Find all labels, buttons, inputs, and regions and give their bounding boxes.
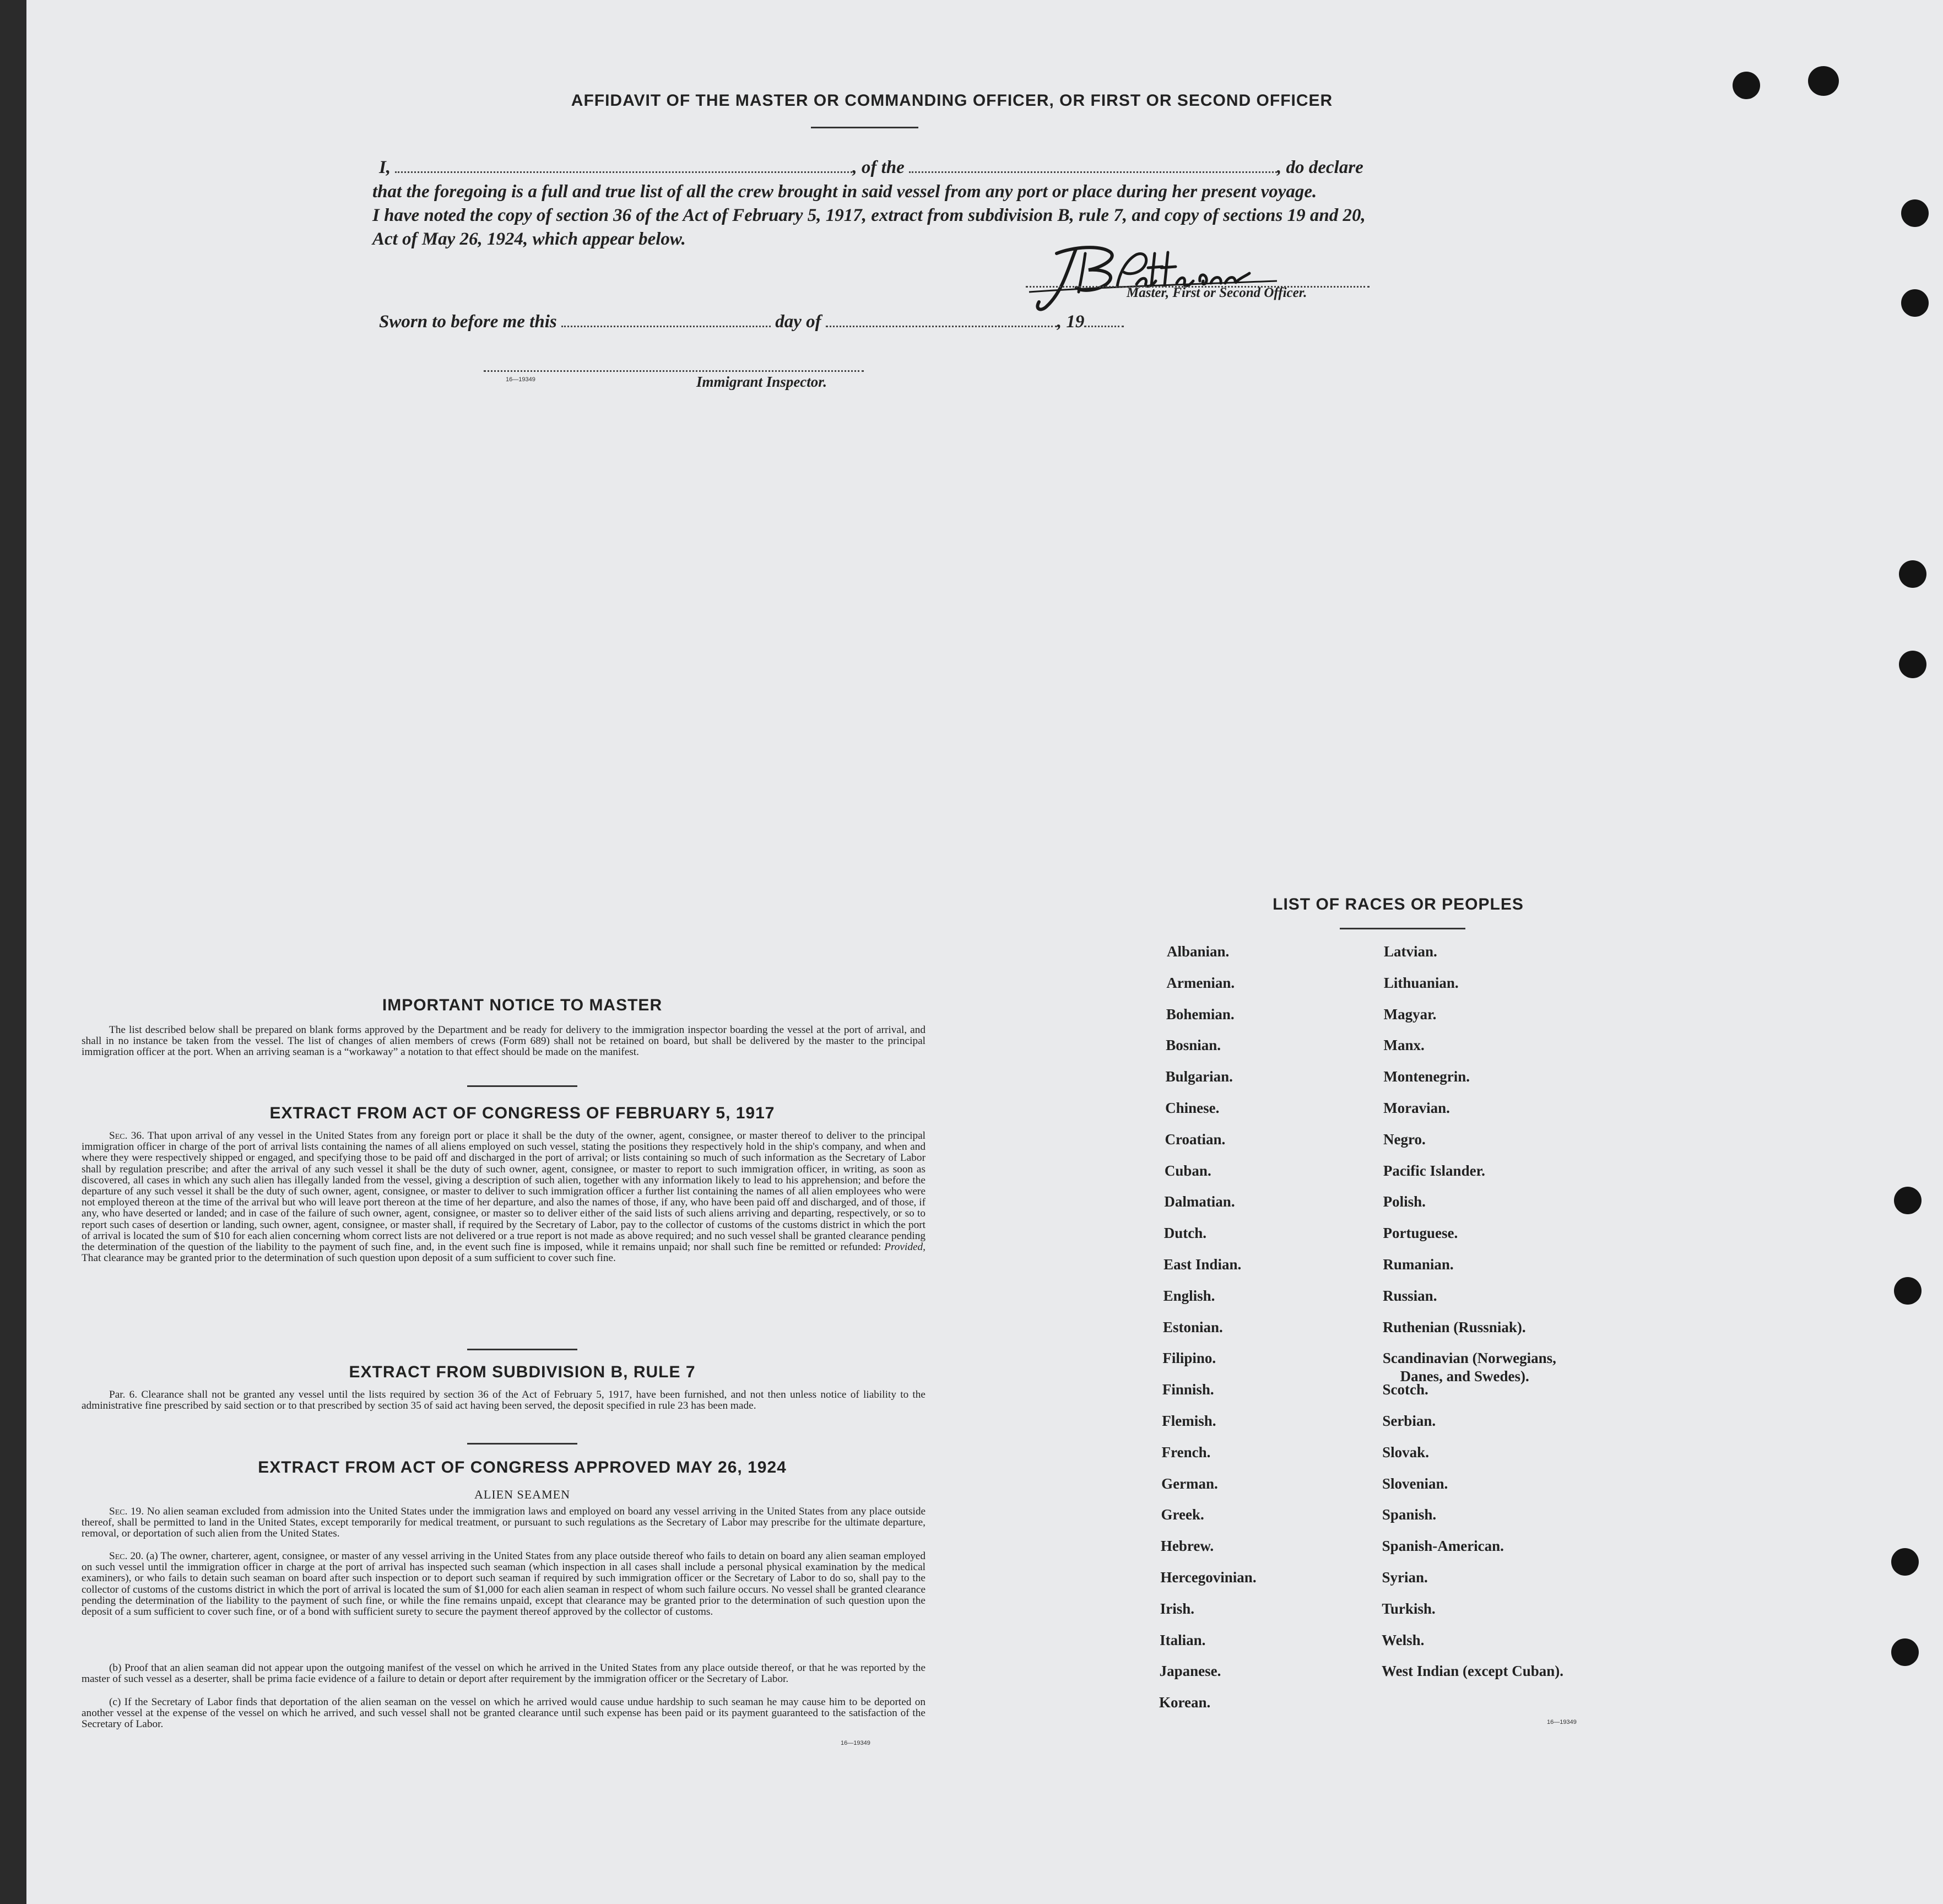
sec-20c-text: (c) If the Secretary of Labor finds that deportation of the alien seaman on the vessel on which he arrived would cause undue hardship to such seaman he may cause him to be deported on another vessel at the expense of the vessel on which he arrived, and such vessel shall not be granted clearance until such expense has been paid or its payment guaranteed to the satisfaction of the Secretary of Labor.	[82, 1696, 926, 1730]
race-item: Polish.	[1383, 1193, 1426, 1210]
race-item: Korean.	[1159, 1694, 1211, 1711]
punch-hole	[1891, 1548, 1919, 1576]
race-item: Italian.	[1160, 1631, 1206, 1648]
master-signature	[1024, 237, 1282, 320]
rule-7-text: Par. 6. Clearance shall not be granted any vessel until the lists required by section 36 of the Act of February 5, 1917, have been furnished, and not then unless notice of liability to the administrative fine prescribed by said section or to that prescribed by section 35 of said act having been served, the deposit specified in rule 23 has been made.	[82, 1389, 926, 1412]
races-title: LIST OF RACES OR PEOPLES	[1273, 895, 1524, 913]
race-item: Turkish.	[1382, 1600, 1436, 1617]
race-item: Hebrew.	[1160, 1538, 1214, 1555]
race-item: Slovak.	[1382, 1443, 1429, 1461]
divider	[467, 1085, 577, 1087]
race-item: Armenian.	[1166, 974, 1235, 991]
race-item: Latvian.	[1384, 943, 1437, 960]
race-item: Croatian.	[1165, 1130, 1226, 1148]
notice-title: IMPORTANT NOTICE TO MASTER	[382, 996, 663, 1014]
race-item: East Indian.	[1163, 1256, 1242, 1273]
sec-20a-text	[82, 1551, 926, 1618]
inspector-caption: Immigrant Inspector.	[696, 374, 827, 390]
divider	[467, 1349, 577, 1350]
race-item: Filipino.	[1162, 1350, 1216, 1367]
vessel-blank	[909, 160, 1277, 173]
race-item: Magyar.	[1383, 1005, 1437, 1023]
proviso-body: That clearance may be granted prior to the determination of such question upon deposit of a sum sufficient to cover such fine.	[82, 1252, 616, 1264]
race-item: Syrian.	[1382, 1569, 1428, 1586]
proviso-label: Provided,	[884, 1241, 926, 1253]
race-item: English.	[1163, 1287, 1215, 1304]
sec-36-body: That upon arrival of any vessel in the United States from any foreign port or place it shall be the duty of the owner, agent, consignee, or master thereof to deliver to the principal immigration officer in charge of the port of arrival lists containing the names of all aliens employed on such vessel, stating the positions they respectively hold in the ship's company, and when and where they were respectively shipped or engaged, and specifying those to be paid off and discharged in the port of arrival; or lists containing so much of such information as the Secretary of Labor shall by regulation prescribe; and after the arrival of any such vessel it shall be the duty of such owner, agent, consignee, or master to report to such immigration officer, in writing, as soon as discovered, all cases in which any such alien has illegally landed from the vessel, giving a description of such alien, together with any information likely to lead to his apprehension; and before the departure of any such vessel it shall be the duty of such owner, agent, consignee, or master to deliver to such immigration officer a further list containing the names of all alien employees who were not employed thereon at the time of the arrival but who will leave port thereon at the time of her departure, and also the names of those, if any, who have been paid off and discharged, and of those, if any, who have deserted or landed; and in case of the failure of such owner, agent, consignee, or master so to deliver either of the said lists of such aliens arriving and departing, respectively, or so to report such cases of desertion or landing, such owner, agent, consignee, or master shall, if required by the Secretary of Labor, pay to the collector of customs of the customs district in which the port of arrival is located the sum of $10 for each alien concerning whom correct lists are not delivered or a true report is not made as above required; and no such vessel shall be granted clearance pending the determination of the question of the liability to the payment of such fine, and, in the event such fine is imposed, while it remains unpaid; nor shall such fine be remitted or refunded:	[82, 1130, 926, 1253]
affidavit-line-4: Act of May 26, 1924, which appear below.	[372, 229, 686, 249]
race-item: West Indian (except Cuban).	[1382, 1663, 1564, 1680]
document-page	[26, 0, 1943, 1904]
sworn-month-blank	[826, 315, 1057, 327]
race-item: Moravian.	[1383, 1100, 1450, 1116]
inspector-signature-line	[484, 370, 864, 372]
punch-hole	[1808, 66, 1839, 96]
race-item: Bosnian.	[1166, 1037, 1221, 1054]
form-number: 16—19349	[506, 376, 535, 383]
affidavit-line-2: that the foregoing is a full and true list of all the crew brought in said vessel from any port or place during her present voyage.	[372, 182, 1317, 202]
title-underline	[811, 127, 918, 128]
alien-seamen-subtitle: ALIEN SEAMEN	[474, 1488, 570, 1501]
race-item: Chinese.	[1165, 1100, 1220, 1116]
sec-19-text	[82, 1506, 926, 1540]
race-item: Slovenian.	[1382, 1475, 1448, 1492]
race-item: Dutch.	[1163, 1225, 1207, 1242]
affidavit-line-1: I, , of the , do declare	[379, 158, 1363, 177]
punch-hole	[1894, 1187, 1922, 1214]
race-item: Danes, and Swedes).	[1400, 1368, 1529, 1385]
sec-19-body: No alien seaman excluded from admission into the United States under the immigration laws and employed on board any vessel arriving in the United States from any place outside thereof, shall be permitted to land in the United States, except temporarily for medical treatment, or pursuant to such regulations as the Secretary of Labor may prescribe for the ultimate departure, removal, or deportation of such alien from the United States.	[82, 1506, 926, 1540]
sworn-line: Sworn to before me this day of , 19	[379, 312, 1124, 332]
race-item: French.	[1161, 1443, 1211, 1461]
punch-hole	[1899, 651, 1926, 678]
race-item: Japanese.	[1159, 1663, 1221, 1680]
form-number: 16—19349	[841, 1740, 870, 1746]
race-item: Hercegovinian.	[1160, 1569, 1257, 1586]
rule-7-title: EXTRACT FROM SUBDIVISION B, RULE 7	[349, 1363, 696, 1381]
race-item: Scandinavian (Norwegians,	[1382, 1350, 1556, 1367]
race-item: Rumanian.	[1383, 1256, 1454, 1273]
divider	[467, 1443, 577, 1445]
extract-1917-title: EXTRACT FROM ACT OF CONGRESS OF FEBRUARY 5, 1917	[269, 1104, 775, 1122]
punch-hole	[1901, 289, 1929, 317]
race-item: Manx.	[1383, 1037, 1425, 1054]
sec-36-label: Sec. 36.	[109, 1130, 144, 1142]
race-item: Spanish-American.	[1382, 1538, 1504, 1555]
extract-1924-title: EXTRACT FROM ACT OF CONGRESS APPROVED MAY 26, 1924	[258, 1458, 787, 1476]
race-item: Montenegrin.	[1383, 1068, 1470, 1085]
race-item: Spanish.	[1382, 1506, 1437, 1523]
sworn-year-blank	[1084, 315, 1124, 327]
race-item: Albanian.	[1167, 943, 1230, 960]
race-item: Serbian.	[1382, 1413, 1436, 1429]
race-item: Scotch.	[1382, 1381, 1428, 1398]
extract-1917-text	[82, 1130, 926, 1264]
sec-20-label: Sec. 20.	[109, 1550, 144, 1562]
race-item: Russian.	[1383, 1287, 1437, 1304]
affidavit-title: AFFIDAVIT OF THE MASTER OR COMMANDING OFFICER, OR FIRST OR SECOND OFFICER	[571, 91, 1333, 110]
race-item: Cuban.	[1164, 1162, 1211, 1179]
race-item: Flemish.	[1162, 1413, 1216, 1429]
race-item: Estonian.	[1163, 1318, 1223, 1335]
sec-20a-body: (a) The owner, charterer, agent, consignee, or master of any vessel arriving in the United States from any place outside thereof who fails to detain on board any alien seaman employed on such vessel until the immigration officer in charge at the port of arrival has inspected such seaman (which inspection in all cases shall include a personal physical examination by the medical examiners), or who fails to detain such seaman on board after such inspection or to deport such seaman if required by such immigration officer or the Secretary of Labor to do so, shall pay to the collector of customs of the customs district in which the port of arrival is located the sum of $1,000 for each alien seaman in respect of whom such failure occurs. No vessel shall be granted clearance pending the determination of the liability to the payment of such fine, or while the fine remains unpaid, except that clearance may be granted prior to the determination of such question upon the deposit of a sum sufficient to cover such fine, or of a bond with sufficient surety to secure the payment thereof approved by the collector of customs.	[82, 1550, 926, 1618]
sworn-day-blank	[561, 315, 771, 327]
punch-hole	[1894, 1277, 1922, 1305]
sec-19-label: Sec. 19.	[109, 1506, 144, 1517]
master-caption: Master, First or Second Officer.	[1127, 285, 1307, 300]
race-item: German.	[1161, 1475, 1218, 1492]
punch-hole	[1901, 199, 1929, 227]
race-item: Irish.	[1160, 1600, 1195, 1617]
notice-text: The list described below shall be prepared on blank forms approved by the Department and be ready for delivery to the immigration inspector boarding the vessel at the port of arrival, and shall in no instance be taken from the vessel. The list of changes of alien members of crews (Form 689) shall not be retained on board, but shall be delivered by the master to the principal immigration officer at the port. When an arriving seaman is a “workaway” a notation to that effect should be made on the manifest.	[82, 1024, 926, 1058]
race-item: Finnish.	[1162, 1381, 1214, 1398]
race-item: Dalmatian.	[1164, 1193, 1235, 1210]
punch-hole	[1891, 1638, 1919, 1666]
race-item: Welsh.	[1382, 1631, 1425, 1648]
race-item: Greek.	[1161, 1506, 1204, 1523]
form-number: 16—19349	[1547, 1719, 1577, 1726]
name-blank	[395, 160, 852, 173]
affidavit-line-3: I have noted the copy of section 36 of the Act of February 5, 1917, extract from subdivision B, rule 7, and copy of sections 19 and 20,	[372, 205, 1366, 225]
punch-hole	[1733, 72, 1760, 99]
race-item: Ruthenian (Russniak).	[1383, 1318, 1526, 1335]
race-item: Lithuanian.	[1383, 974, 1459, 991]
race-item: Bulgarian.	[1165, 1068, 1233, 1085]
race-item: Pacific Islander.	[1383, 1162, 1485, 1179]
race-item: Bohemian.	[1166, 1005, 1235, 1023]
sec-20b-text: (b) Proof that an alien seaman did not appear upon the outgoing manifest of the vessel on which he arrived in the United States from any place outside thereof, or that he was reported by the master of such vessel as a deserter, shall be prima facie evidence of a failure to detain or deport after requirement by the immigration officer or the Secretary of Labor.	[82, 1662, 926, 1685]
race-item: Portuguese.	[1383, 1225, 1458, 1242]
punch-hole	[1899, 560, 1926, 588]
race-item: Negro.	[1383, 1130, 1426, 1148]
title-underline	[1340, 928, 1465, 929]
